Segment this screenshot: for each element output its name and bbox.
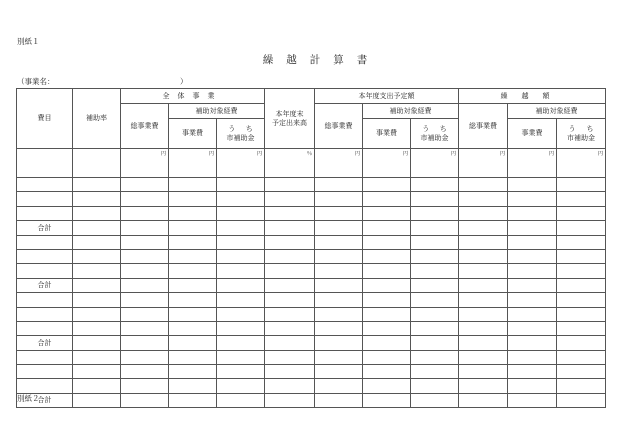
data-cell <box>411 249 459 263</box>
data-cell <box>217 264 265 278</box>
data-cell <box>508 350 557 364</box>
data-cell <box>265 365 315 379</box>
data-cell <box>169 278 217 292</box>
expense-item-cell <box>17 206 73 220</box>
data-cell <box>363 178 411 192</box>
data-cell <box>363 293 411 307</box>
data-cell <box>73 249 121 263</box>
data-cell <box>508 379 557 393</box>
data-cell <box>459 264 508 278</box>
expense-item-cell <box>17 264 73 278</box>
table-row <box>17 365 606 379</box>
uchi-char-1b: ち <box>245 125 253 134</box>
data-cell <box>363 321 411 335</box>
data-cell <box>363 249 411 263</box>
data-cell <box>557 178 606 192</box>
data-cell <box>557 321 606 335</box>
header-city-subsidy-3 <box>557 119 606 149</box>
uchi-char-3b: ち <box>586 125 594 134</box>
data-cell <box>217 393 265 407</box>
expense-item-cell <box>17 365 73 379</box>
data-cell <box>411 336 459 350</box>
data-cell <box>265 293 315 307</box>
data-cell <box>217 350 265 364</box>
header-project-cost-2: 事業費 <box>363 119 411 149</box>
data-cell <box>459 178 508 192</box>
data-cell <box>508 365 557 379</box>
attachment-2-label: 別紙２ <box>17 394 40 403</box>
uchi-char-2a: う <box>422 125 430 134</box>
data-cell <box>411 264 459 278</box>
expense-item-cell <box>17 249 73 263</box>
data-cell <box>217 178 265 192</box>
expense-item-cell: 合計 <box>17 393 73 407</box>
data-cell <box>459 307 508 321</box>
expense-item-cell <box>17 293 73 307</box>
data-cell <box>169 206 217 220</box>
data-cell <box>121 264 169 278</box>
unit-cell: 円 <box>363 149 411 178</box>
data-cell <box>557 379 606 393</box>
data-cell <box>557 336 606 350</box>
data-cell <box>363 307 411 321</box>
data-cell <box>265 221 315 235</box>
data-cell <box>73 365 121 379</box>
data-cell <box>121 307 169 321</box>
data-cell <box>363 379 411 393</box>
unit-cell: 円 <box>411 149 459 178</box>
data-cell <box>217 293 265 307</box>
data-cell <box>411 278 459 292</box>
data-cell <box>169 336 217 350</box>
data-cell <box>169 178 217 192</box>
header-city-subsidy-2 <box>411 119 459 149</box>
data-cell <box>265 278 315 292</box>
data-cell <box>217 249 265 263</box>
city-subsidy-label-3: 市補助金 <box>567 133 596 142</box>
data-cell <box>169 221 217 235</box>
uchi-char-3a: う <box>568 125 576 134</box>
data-cell <box>265 235 315 249</box>
expense-item-cell <box>17 379 73 393</box>
data-cell <box>73 336 121 350</box>
table-row <box>17 264 606 278</box>
data-cell <box>508 336 557 350</box>
data-cell <box>363 278 411 292</box>
expense-item-cell <box>17 307 73 321</box>
data-cell <box>121 336 169 350</box>
data-cell <box>411 221 459 235</box>
data-cell <box>411 365 459 379</box>
data-cell <box>508 278 557 292</box>
data-cell <box>315 321 363 335</box>
data-cell <box>265 206 315 220</box>
data-cell <box>217 235 265 249</box>
data-cell <box>508 235 557 249</box>
data-cell <box>363 221 411 235</box>
data-cell <box>315 264 363 278</box>
data-cell <box>73 321 121 335</box>
data-cell <box>315 393 363 407</box>
table-row <box>17 336 606 350</box>
header-planned-expenditure: 本年度支出予定額 <box>315 89 459 104</box>
data-cell <box>169 350 217 364</box>
data-cell <box>265 336 315 350</box>
data-cell <box>411 393 459 407</box>
header-total-cost-2: 総事業費 <box>315 104 363 149</box>
data-cell <box>265 379 315 393</box>
document-title: 繰越計算書 <box>262 54 381 66</box>
carryover-table <box>16 88 606 408</box>
data-cell <box>459 365 508 379</box>
unit-row-expense <box>17 149 73 178</box>
header-subsidy-rate: 補助率 <box>73 89 121 149</box>
data-cell <box>169 192 217 206</box>
data-cell <box>121 221 169 235</box>
data-cell <box>315 235 363 249</box>
header-overall-project: 全体事業 <box>121 89 265 104</box>
expense-item-cell: 合計 <box>17 336 73 350</box>
table-row <box>17 278 606 292</box>
data-cell <box>557 307 606 321</box>
data-cell <box>557 235 606 249</box>
data-cell <box>508 249 557 263</box>
data-cell <box>459 393 508 407</box>
data-cell <box>73 278 121 292</box>
data-cell <box>265 264 315 278</box>
header-planned-progress <box>265 89 315 149</box>
data-cell <box>73 264 121 278</box>
data-cell <box>169 379 217 393</box>
project-name-close: ） <box>180 77 188 86</box>
data-cell <box>459 336 508 350</box>
table-row <box>17 379 606 393</box>
data-cell <box>459 350 508 364</box>
table-row <box>17 350 606 364</box>
expense-item-cell: 合計 <box>17 221 73 235</box>
uchi-char-1a: う <box>228 125 236 134</box>
table-row <box>17 206 606 220</box>
data-cell <box>315 249 363 263</box>
data-cell <box>73 221 121 235</box>
data-cell <box>73 235 121 249</box>
table-row <box>17 249 606 263</box>
table-row <box>17 235 606 249</box>
data-cell <box>557 293 606 307</box>
data-cell <box>73 206 121 220</box>
data-cell <box>363 235 411 249</box>
unit-cell: 円 <box>169 149 217 178</box>
city-subsidy-label-2: 市補助金 <box>420 133 449 142</box>
data-cell <box>508 178 557 192</box>
unit-row <box>17 149 606 178</box>
header-project-cost-3: 事業費 <box>508 119 557 149</box>
data-cell <box>363 192 411 206</box>
data-cell <box>459 278 508 292</box>
data-cell <box>315 206 363 220</box>
data-cell <box>121 278 169 292</box>
data-cell <box>73 307 121 321</box>
data-cell <box>73 178 121 192</box>
data-cell <box>315 379 363 393</box>
data-cell <box>121 379 169 393</box>
data-cell <box>73 192 121 206</box>
planned-progress-line1: 本年度末 <box>275 110 304 119</box>
attachment-1-label: 別紙１ <box>17 37 40 46</box>
data-cell <box>557 350 606 364</box>
data-cell <box>315 365 363 379</box>
data-cell <box>265 192 315 206</box>
data-cell <box>169 365 217 379</box>
data-cell <box>73 379 121 393</box>
data-cell <box>459 321 508 335</box>
project-name-label: （事業名： <box>17 77 55 86</box>
planned-progress-line2: 予定出来高 <box>272 118 308 127</box>
header-subsidy-target-2: 補助対象経費 <box>363 104 459 119</box>
header-total-cost-3: 総事業費 <box>459 104 508 149</box>
data-cell <box>411 293 459 307</box>
data-cell <box>217 379 265 393</box>
table-row <box>17 393 606 407</box>
data-cell <box>265 307 315 321</box>
project-name-line <box>17 76 188 87</box>
data-cell <box>508 206 557 220</box>
unit-cell: 円 <box>121 149 169 178</box>
data-cell <box>169 393 217 407</box>
data-cell <box>557 221 606 235</box>
data-cell <box>557 365 606 379</box>
data-cell <box>121 321 169 335</box>
data-cell <box>73 350 121 364</box>
data-cell <box>411 321 459 335</box>
data-cell <box>169 307 217 321</box>
header-subsidy-target-1: 補助対象経費 <box>169 104 265 119</box>
data-cell <box>315 221 363 235</box>
data-cell <box>169 249 217 263</box>
header-expense-item: 費目 <box>17 89 73 149</box>
data-cell <box>315 278 363 292</box>
data-cell <box>411 379 459 393</box>
table-row <box>17 293 606 307</box>
header-total-cost-1: 総事業費 <box>121 104 169 149</box>
data-cell <box>121 350 169 364</box>
data-cell <box>363 350 411 364</box>
data-cell <box>217 321 265 335</box>
data-cell <box>265 350 315 364</box>
data-cell <box>508 393 557 407</box>
data-cell <box>315 336 363 350</box>
data-cell <box>121 235 169 249</box>
data-cell <box>217 278 265 292</box>
table-row <box>17 192 606 206</box>
data-cell <box>169 321 217 335</box>
data-cell <box>508 307 557 321</box>
data-cell <box>411 192 459 206</box>
data-cell <box>363 206 411 220</box>
data-cell <box>315 178 363 192</box>
header-project-cost-1: 事業費 <box>169 119 217 149</box>
unit-cell: 円 <box>315 149 363 178</box>
data-cell <box>459 235 508 249</box>
data-cell <box>169 264 217 278</box>
data-cell <box>217 307 265 321</box>
data-cell <box>508 192 557 206</box>
data-cell <box>411 178 459 192</box>
data-cell <box>508 293 557 307</box>
data-cell <box>217 221 265 235</box>
data-cell <box>459 249 508 263</box>
header-carryover-amount: 繰越額 <box>459 89 606 104</box>
data-cell <box>411 206 459 220</box>
data-cell <box>411 350 459 364</box>
data-cell <box>459 192 508 206</box>
data-cell <box>73 293 121 307</box>
data-cell <box>169 235 217 249</box>
data-cell <box>557 264 606 278</box>
data-cell <box>557 206 606 220</box>
expense-item-cell <box>17 178 73 192</box>
data-cell <box>363 264 411 278</box>
data-cell <box>121 365 169 379</box>
table-row <box>17 221 606 235</box>
unit-row-rate <box>73 149 121 178</box>
data-cell <box>411 307 459 321</box>
data-cell <box>557 393 606 407</box>
data-cell <box>557 278 606 292</box>
unit-cell: 円 <box>459 149 508 178</box>
data-cell <box>265 321 315 335</box>
data-cell <box>121 178 169 192</box>
data-cell <box>121 249 169 263</box>
data-cell <box>265 393 315 407</box>
data-cell <box>459 293 508 307</box>
data-cell <box>557 192 606 206</box>
header-subsidy-target-3: 補助対象経費 <box>508 104 606 119</box>
data-cell <box>508 264 557 278</box>
data-cell <box>265 249 315 263</box>
data-cell <box>459 379 508 393</box>
data-cell <box>121 192 169 206</box>
data-cell <box>363 336 411 350</box>
data-cell <box>363 393 411 407</box>
unit-cell: 円 <box>508 149 557 178</box>
expense-item-cell <box>17 350 73 364</box>
expense-item-cell <box>17 321 73 335</box>
expense-item-cell <box>17 192 73 206</box>
data-cell <box>217 336 265 350</box>
data-cell <box>169 293 217 307</box>
data-cell <box>315 350 363 364</box>
data-cell <box>315 307 363 321</box>
data-cell <box>315 192 363 206</box>
data-cell <box>557 249 606 263</box>
table-row <box>17 321 606 335</box>
table-row <box>17 178 606 192</box>
data-cell <box>508 321 557 335</box>
data-cell <box>217 206 265 220</box>
expense-item-cell: 合計 <box>17 278 73 292</box>
data-cell <box>217 365 265 379</box>
data-cell <box>121 393 169 407</box>
data-cell <box>459 221 508 235</box>
table-row <box>17 307 606 321</box>
data-cell <box>363 365 411 379</box>
data-cell <box>217 192 265 206</box>
data-cell <box>508 221 557 235</box>
unit-cell: 円 <box>217 149 265 178</box>
uchi-char-2b: ち <box>439 125 447 134</box>
city-subsidy-label-1: 市補助金 <box>226 133 255 142</box>
data-cell <box>315 293 363 307</box>
data-cell <box>121 206 169 220</box>
header-city-subsidy-1 <box>217 119 265 149</box>
data-cell <box>121 293 169 307</box>
unit-cell: ％ <box>265 149 315 178</box>
unit-cell: 円 <box>557 149 606 178</box>
expense-item-cell <box>17 235 73 249</box>
data-cell <box>411 235 459 249</box>
data-cell <box>73 393 121 407</box>
data-cell <box>459 206 508 220</box>
data-cell <box>265 178 315 192</box>
